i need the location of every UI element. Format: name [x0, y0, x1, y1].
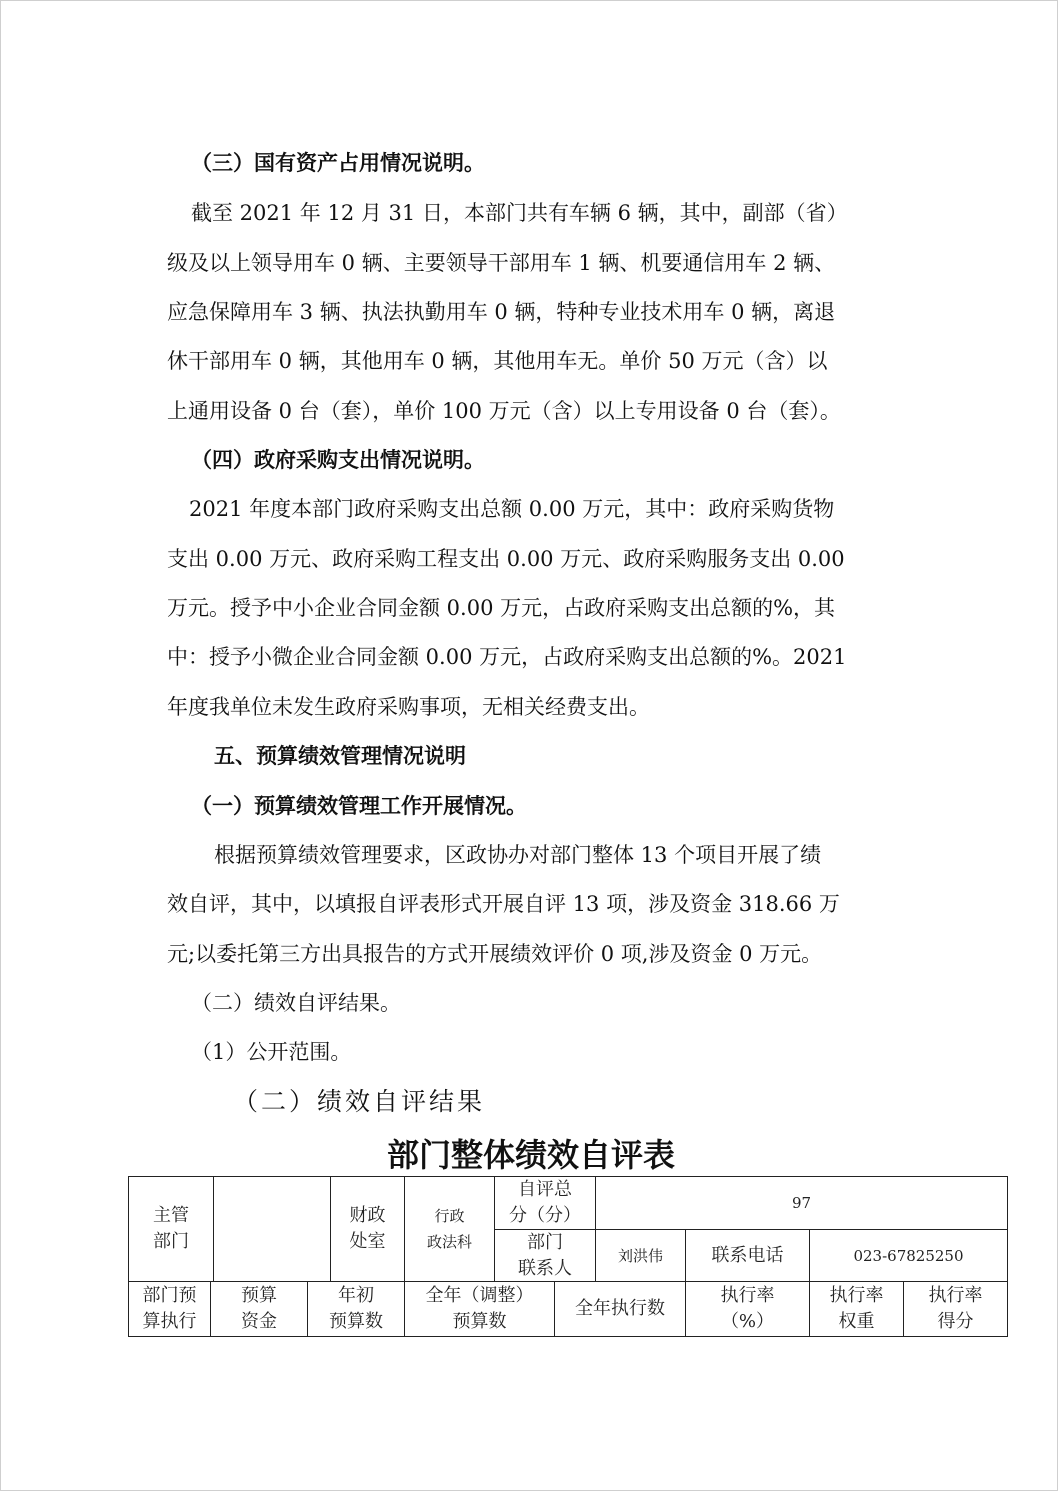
cell-text: 财政 — [349, 1205, 386, 1226]
cell-budget-funds — [211, 1282, 307, 1336]
table-border — [128, 1336, 1008, 1337]
paragraph-line: 截至 2021 年 12 月 31 日，本部门共有车辆 6 辆，其中，副部（省） — [191, 201, 848, 225]
cell-contact-label — [495, 1230, 595, 1281]
cell-text: 全年（调整） — [425, 1285, 534, 1306]
paragraph-line: 休干部用车 0 辆，其他用车 0 辆，其他用车无。单价 50 万元（含）以 — [167, 349, 828, 373]
paragraph-line: 万元。授予中小企业合同金额 0.00 万元，占政府采购支出总额的%，其 — [167, 596, 836, 620]
section-heading-performance: 五、预算绩效管理情况说明 — [214, 743, 466, 768]
cell-text: 预算数 — [452, 1311, 507, 1332]
cell-text: 部门预 — [142, 1285, 197, 1306]
cell-text: 执行率 — [829, 1285, 884, 1306]
cell-text: 行政 — [434, 1207, 465, 1225]
cell-self-score-label — [495, 1177, 595, 1229]
section-heading-procurement: （四）政府采购支出情况说明。 — [191, 447, 485, 472]
paragraph-line: 年度我单位未发生政府采购事项，无相关经费支出。 — [167, 695, 650, 719]
cell-execution-rate — [686, 1282, 809, 1336]
table-border — [1007, 1176, 1008, 1337]
subsection-heading: （二）绩效自评结果。 — [191, 991, 401, 1015]
paragraph-line: 根据预算绩效管理要求，区政协办对部门整体 13 个项目开展了绩 — [214, 843, 822, 867]
cell-text: 分（分） — [509, 1205, 581, 1226]
cell-text: 联系人 — [518, 1257, 572, 1279]
paragraph-line: 中：授予小微企业合同金额 0.00 万元，占政府采购支出总额的%。2021 — [167, 645, 847, 669]
cell-zhuguan-value — [214, 1177, 330, 1281]
cell-caizheng-label — [331, 1177, 404, 1281]
self-evaluation-subtitle: （二）绩效自评结果 — [233, 1087, 486, 1116]
cell-rate-weight — [810, 1282, 903, 1336]
cell-rate-score — [904, 1282, 1007, 1336]
cell-text: 执行率 — [928, 1285, 983, 1306]
cell-contact-name: 刘洪伟 — [617, 1246, 663, 1265]
paragraph-line: 2021 年度本部门政府采购支出总额 0.00 万元，其中：政府采购货物 — [189, 497, 835, 521]
cell-text: （%） — [720, 1311, 775, 1332]
cell-text: 得分 — [937, 1311, 974, 1332]
cell-text: 预算数 — [329, 1311, 383, 1332]
cell-zhuguan-label — [129, 1177, 213, 1281]
cell-text: 处室 — [349, 1231, 386, 1252]
cell-text: 算执行 — [142, 1311, 197, 1332]
cell-annual-execution: 全年执行数 — [575, 1298, 665, 1319]
cell-phone-value: 023-67825250 — [853, 1246, 964, 1265]
paragraph-line: 元;以委托第三方出具报告的方式开展绩效评价 0 项,涉及资金 0 万元。 — [167, 942, 823, 966]
cell-caizheng-value — [405, 1177, 494, 1281]
cell-adjusted-budget — [405, 1282, 554, 1336]
paragraph-line: 应急保障用车 3 辆、执法执勤用车 0 辆，特种专业技术用车 0 辆，离退 — [167, 300, 836, 324]
cell-text: 年初 — [338, 1285, 374, 1306]
subsection-heading: （一）预算绩效管理工作开展情况。 — [191, 793, 527, 818]
cell-text: 政法科 — [426, 1233, 472, 1251]
cell-budget-execution — [129, 1282, 210, 1336]
cell-text: 部门 — [153, 1231, 189, 1252]
cell-text: 权重 — [838, 1311, 875, 1332]
cell-phone-label: 联系电话 — [711, 1244, 784, 1266]
table-title: 部门整体绩效自评表 — [386, 1136, 675, 1174]
cell-text: 主管 — [153, 1205, 189, 1226]
paragraph-line: 效自评，其中，以填报自评表形式开展自评 13 项，涉及资金 318.66 万 — [167, 892, 840, 916]
paragraph-line: （1）公开范围。 — [191, 1040, 352, 1064]
cell-text: 预算 — [241, 1285, 277, 1306]
cell-text: 自评总 — [518, 1179, 572, 1200]
cell-initial-budget — [308, 1282, 404, 1336]
cell-text: 执行率 — [720, 1285, 775, 1306]
paragraph-line: 上通用设备 0 台（套），单价 100 万元（含）以上专用设备 0 台（套）。 — [167, 399, 841, 423]
paragraph-line: 级及以上领导用车 0 辆、主要领导干部用车 1 辆、机要通信用车 2 辆、 — [167, 251, 836, 275]
cell-text: 部门 — [527, 1231, 563, 1253]
paragraph-line: 支出 0.00 万元、政府采购工程支出 0.00 万元、政府采购服务支出 0.00 — [167, 547, 845, 571]
cell-text: 资金 — [241, 1311, 277, 1332]
section-heading-assets: （三）国有资产占用情况说明。 — [191, 150, 485, 175]
cell-self-score-value: 97 — [791, 1194, 812, 1212]
